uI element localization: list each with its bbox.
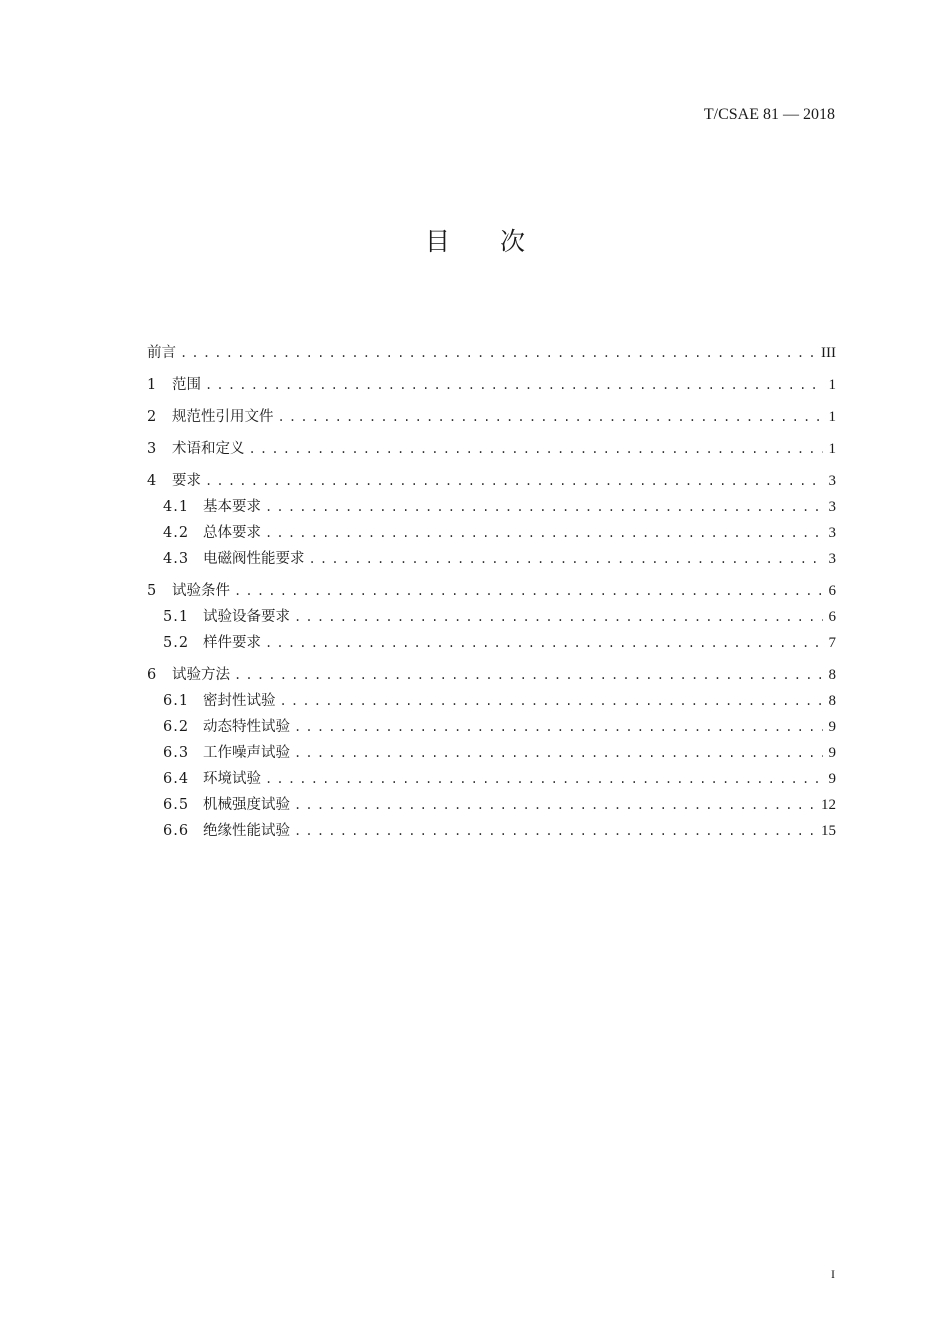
toc-entry-label: 动态特性试验 (203, 719, 290, 735)
table-of-contents (147, 340, 836, 844)
toc-entry-label: 基本要求 (203, 499, 261, 515)
toc-entry-label: 术语和定义 (172, 441, 245, 457)
toc-entry-label: 试验方法 (172, 667, 230, 683)
toc-entry-number: 2 (147, 409, 157, 425)
toc-entry-label: 范围 (172, 377, 201, 393)
toc-dot-leader (278, 404, 823, 430)
toc-dot-leader (265, 630, 823, 656)
toc-entry[interactable] (147, 688, 836, 714)
toc-entry-number: 6.6 (163, 823, 190, 839)
toc-entry-label: 环境试验 (203, 771, 261, 787)
toc-entry-page: 3 (828, 551, 836, 567)
toc-entry-label: 密封性试验 (203, 693, 276, 709)
toc-dot-leader (294, 714, 823, 740)
toc-entry[interactable] (147, 546, 836, 572)
toc-dot-leader (234, 578, 823, 604)
toc-entry-label: 机械强度试验 (203, 797, 290, 813)
toc-entry[interactable] (147, 468, 836, 494)
toc-dot-leader (249, 436, 823, 462)
toc-entry-page: 3 (828, 473, 836, 489)
toc-entry-label: 试验条件 (172, 583, 230, 599)
toc-entry-number: 4.3 (163, 551, 190, 567)
page-number: I (831, 1267, 835, 1281)
toc-entry-page: 7 (828, 635, 836, 651)
toc-entry-page: 8 (828, 693, 836, 709)
document-code: T/CSAE 81 — 2018 (703, 106, 835, 123)
toc-entry-page: 3 (828, 499, 836, 515)
toc-entry-page: 15 (821, 823, 836, 839)
toc-entry-page: 6 (828, 583, 836, 599)
toc-entry[interactable] (147, 604, 836, 630)
toc-entry-label: 规范性引用文件 (172, 409, 274, 425)
toc-entry-page: 3 (828, 525, 836, 541)
toc-entry[interactable] (147, 436, 836, 462)
toc-dot-leader (180, 340, 815, 366)
toc-entry-number: 1 (147, 377, 157, 393)
toc-entry-number: 6 (147, 667, 157, 683)
toc-entry-number: 4.2 (163, 525, 190, 541)
toc-entry-page: 12 (821, 797, 836, 813)
toc-entry-number: 4.1 (163, 499, 190, 515)
toc-entry-page: 9 (828, 745, 836, 761)
toc-dot-leader (280, 688, 823, 714)
toc-entry[interactable] (147, 766, 836, 792)
toc-entry-number: 6.3 (163, 745, 190, 761)
toc-entry-number: 4 (147, 473, 157, 489)
toc-entry-page: 1 (828, 377, 836, 393)
toc-entry-number: 5.2 (163, 635, 190, 651)
toc-dot-leader (265, 520, 823, 546)
toc-entry-page: 9 (828, 719, 836, 735)
toc-entry[interactable] (147, 740, 836, 766)
toc-entry[interactable] (147, 662, 836, 688)
toc-dot-leader (205, 372, 823, 398)
toc-entry-page: 9 (828, 771, 836, 787)
toc-dot-leader (294, 818, 815, 844)
toc-dot-leader (294, 740, 823, 766)
toc-entry[interactable] (147, 372, 836, 398)
toc-entry-label: 试验设备要求 (203, 609, 290, 625)
toc-entry-label: 样件要求 (203, 635, 261, 651)
toc-dot-leader (265, 494, 823, 520)
toc-entry-number: 6.2 (163, 719, 190, 735)
toc-entry-number: 6.5 (163, 797, 190, 813)
toc-dot-leader (205, 468, 823, 494)
toc-dot-leader (294, 792, 815, 818)
toc-entry-page: 1 (828, 441, 836, 457)
toc-dot-leader (265, 766, 823, 792)
toc-entry[interactable] (147, 792, 836, 818)
toc-entry-number: 5 (147, 583, 157, 599)
toc-entry[interactable] (147, 494, 836, 520)
toc-entry[interactable] (147, 630, 836, 656)
toc-dot-leader (309, 546, 823, 572)
toc-entry[interactable] (147, 714, 836, 740)
toc-entry-label: 前言 (147, 345, 176, 361)
toc-entry-number: 3 (147, 441, 157, 457)
toc-entry-label: 电磁阀性能要求 (203, 551, 305, 567)
toc-dot-leader (234, 662, 823, 688)
page-title: 目次 (424, 227, 575, 256)
toc-entry-number: 6.1 (163, 693, 190, 709)
toc-entry-number: 5.1 (163, 609, 190, 625)
toc-entry-number: 6.4 (163, 771, 190, 787)
toc-entry[interactable] (147, 818, 836, 844)
toc-entry-page: 8 (828, 667, 836, 683)
toc-entry-label: 工作噪声试验 (203, 745, 290, 761)
toc-entry[interactable] (147, 520, 836, 546)
toc-entry[interactable] (147, 404, 836, 430)
toc-dot-leader (294, 604, 823, 630)
toc-entry-page: III (821, 345, 836, 361)
toc-entry-page: 6 (828, 609, 836, 625)
toc-entry-label: 绝缘性能试验 (203, 823, 290, 839)
toc-entry[interactable] (147, 578, 836, 604)
toc-entry-label: 总体要求 (203, 525, 261, 541)
toc-entry-page: 1 (828, 409, 836, 425)
toc-entry[interactable] (147, 340, 836, 366)
toc-entry-label: 要求 (172, 473, 201, 489)
